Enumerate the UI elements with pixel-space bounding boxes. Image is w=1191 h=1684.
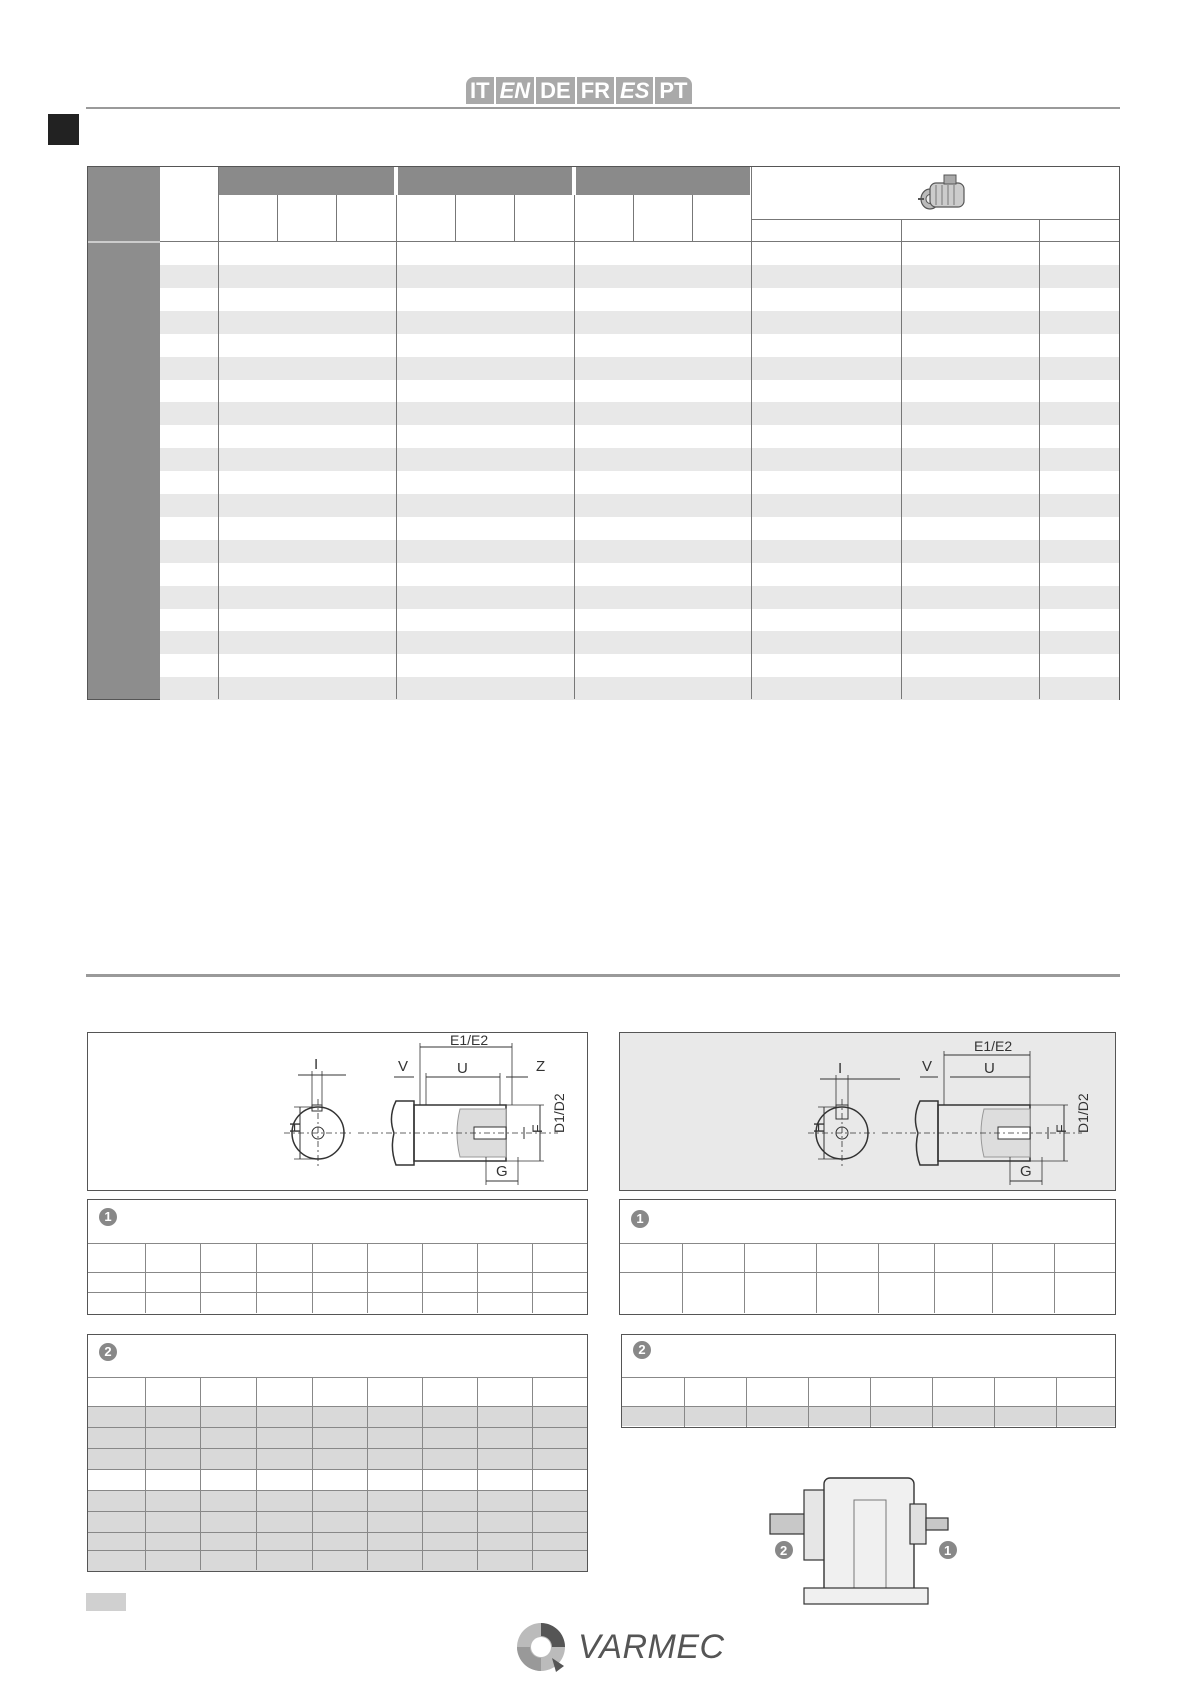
gearbox-badge-1: 1 — [944, 1543, 952, 1558]
column-divider — [367, 1243, 368, 1313]
gearbox-illustration — [760, 1470, 960, 1610]
vline — [1039, 219, 1040, 699]
row-divider — [622, 1377, 1115, 1378]
column-divider — [532, 1243, 533, 1313]
column-divider — [256, 1377, 257, 1570]
table-row — [160, 448, 1119, 471]
header-bottom-line — [160, 241, 1119, 242]
section-rule — [86, 974, 1120, 977]
shaded-row — [88, 1491, 587, 1511]
dim-label-d: D1/D2 — [551, 1093, 567, 1133]
table-row — [160, 608, 1119, 631]
dim-label-u: U — [457, 1060, 468, 1077]
column-divider — [870, 1377, 871, 1427]
logo-icon — [512, 1618, 570, 1676]
lang-tab-de[interactable]: DE — [536, 77, 577, 104]
shaded-row — [622, 1406, 1115, 1426]
group-header-1 — [218, 167, 394, 195]
table-row — [160, 471, 1119, 494]
dim-label-v: V — [922, 1058, 933, 1075]
table-left-header — [88, 167, 160, 699]
badge-1: 1 — [631, 1210, 649, 1228]
dim-label-g: G — [1020, 1163, 1032, 1180]
column-divider — [1054, 1243, 1055, 1313]
table-row — [160, 425, 1119, 448]
table-left-divider — [88, 241, 160, 243]
dim-label-d: D1/D2 — [1075, 1093, 1091, 1133]
column-divider — [682, 1243, 683, 1313]
table-row — [160, 334, 1119, 357]
group-header-2 — [396, 167, 572, 195]
dim-label-v: V — [398, 1058, 409, 1075]
vline — [901, 219, 902, 699]
shaded-row — [88, 1428, 587, 1448]
dim-label-z: Z — [536, 1058, 546, 1075]
column-divider — [816, 1243, 817, 1313]
table-row — [160, 586, 1119, 609]
vline — [692, 195, 693, 241]
shaded-row — [88, 1533, 587, 1550]
lang-tab-pt[interactable]: PT — [659, 78, 688, 103]
shaft-drawing-right — [619, 1032, 1116, 1191]
table-row — [160, 379, 1119, 402]
column-divider — [312, 1243, 313, 1313]
dim-label-f: F — [529, 1124, 545, 1133]
column-divider — [477, 1377, 478, 1570]
dim-table-left-2 — [87, 1334, 588, 1572]
dim-label-i: I — [838, 1060, 843, 1077]
vline — [277, 195, 278, 241]
brand-logo — [512, 1618, 725, 1676]
vline — [574, 195, 575, 699]
column-divider — [994, 1377, 995, 1427]
vline — [336, 195, 337, 241]
column-divider — [934, 1243, 935, 1313]
column-divider — [145, 1243, 146, 1313]
vline — [751, 167, 752, 699]
lang-tab-fr[interactable]: FR — [577, 77, 616, 104]
column-divider — [878, 1243, 879, 1313]
gearbox-badge-2: 2 — [780, 1543, 788, 1558]
vline — [396, 195, 397, 699]
column-divider — [422, 1377, 423, 1570]
dim-label-h: H — [287, 1122, 304, 1133]
table-row — [160, 242, 1119, 265]
dim-label-e: E1/E2 — [450, 1033, 489, 1048]
column-divider — [1056, 1377, 1057, 1427]
vline — [633, 195, 634, 241]
dim-label-g: G — [496, 1163, 508, 1180]
shaft-diagram-left — [88, 1033, 586, 1189]
row-divider — [622, 1406, 1115, 1407]
motor-icon — [916, 171, 976, 217]
vline — [218, 167, 219, 699]
table-row — [160, 402, 1119, 425]
column-divider — [256, 1243, 257, 1313]
badge-2: 2 — [99, 1343, 117, 1361]
vline — [574, 167, 576, 195]
section-marker — [48, 114, 79, 145]
row-divider — [88, 1292, 587, 1293]
dim-label-h: H — [811, 1122, 828, 1133]
row-divider — [620, 1272, 1115, 1273]
group-header-3 — [574, 167, 750, 195]
shaded-row — [88, 1407, 587, 1427]
vline — [514, 195, 515, 241]
dim-table-right-1 — [619, 1199, 1116, 1315]
table-row — [160, 265, 1119, 288]
column-divider — [992, 1243, 993, 1313]
table-row — [160, 517, 1119, 540]
column-divider — [808, 1377, 809, 1427]
column-divider — [477, 1243, 478, 1313]
column-divider — [312, 1377, 313, 1570]
column-divider — [532, 1377, 533, 1570]
column-divider — [367, 1377, 368, 1570]
row-divider — [88, 1469, 587, 1470]
brand-name: VARMEC — [578, 1627, 725, 1666]
lang-tab-it[interactable]: IT — [466, 77, 496, 104]
dim-label-e: E1/E2 — [974, 1038, 1013, 1054]
performance-table — [87, 166, 1120, 700]
vline — [396, 167, 398, 195]
dim-label-f: F — [1053, 1124, 1069, 1133]
dim-table-right-2 — [621, 1334, 1116, 1428]
column-divider — [422, 1243, 423, 1313]
badge-2: 2 — [633, 1341, 651, 1359]
shaded-row — [88, 1551, 587, 1571]
header-rule — [86, 107, 1120, 109]
table-row — [160, 311, 1119, 334]
language-tabs — [466, 77, 692, 104]
dim-table-left-1 — [87, 1199, 588, 1315]
dim-label-u: U — [984, 1060, 995, 1077]
lang-tab-es[interactable]: ES — [616, 77, 655, 104]
table-row — [160, 654, 1119, 677]
row-divider — [88, 1243, 587, 1244]
table-row — [160, 677, 1119, 700]
table-row — [160, 494, 1119, 517]
row-divider — [620, 1243, 1115, 1244]
page-number-tab — [86, 1593, 126, 1611]
table-row — [160, 357, 1119, 380]
column-divider — [932, 1377, 933, 1427]
subheader-line-right — [751, 219, 1119, 220]
column-divider — [200, 1377, 201, 1570]
table-row — [160, 631, 1119, 654]
lang-tab-en[interactable]: EN — [496, 77, 537, 104]
vline — [455, 195, 456, 241]
table-row — [160, 288, 1119, 311]
column-divider — [200, 1243, 201, 1313]
row-divider — [88, 1377, 587, 1378]
shaded-row — [88, 1512, 587, 1532]
column-divider — [145, 1377, 146, 1570]
badge-1: 1 — [99, 1208, 117, 1226]
table-row — [160, 563, 1119, 586]
row-divider — [88, 1272, 587, 1273]
shaded-row — [88, 1449, 587, 1469]
shaft-diagram-right — [620, 1033, 1114, 1189]
column-divider — [684, 1377, 685, 1427]
column-divider — [744, 1243, 745, 1313]
column-divider — [746, 1377, 747, 1427]
table-row — [160, 540, 1119, 563]
dim-label-i: I — [314, 1056, 319, 1073]
shaft-drawing-left — [87, 1032, 588, 1191]
